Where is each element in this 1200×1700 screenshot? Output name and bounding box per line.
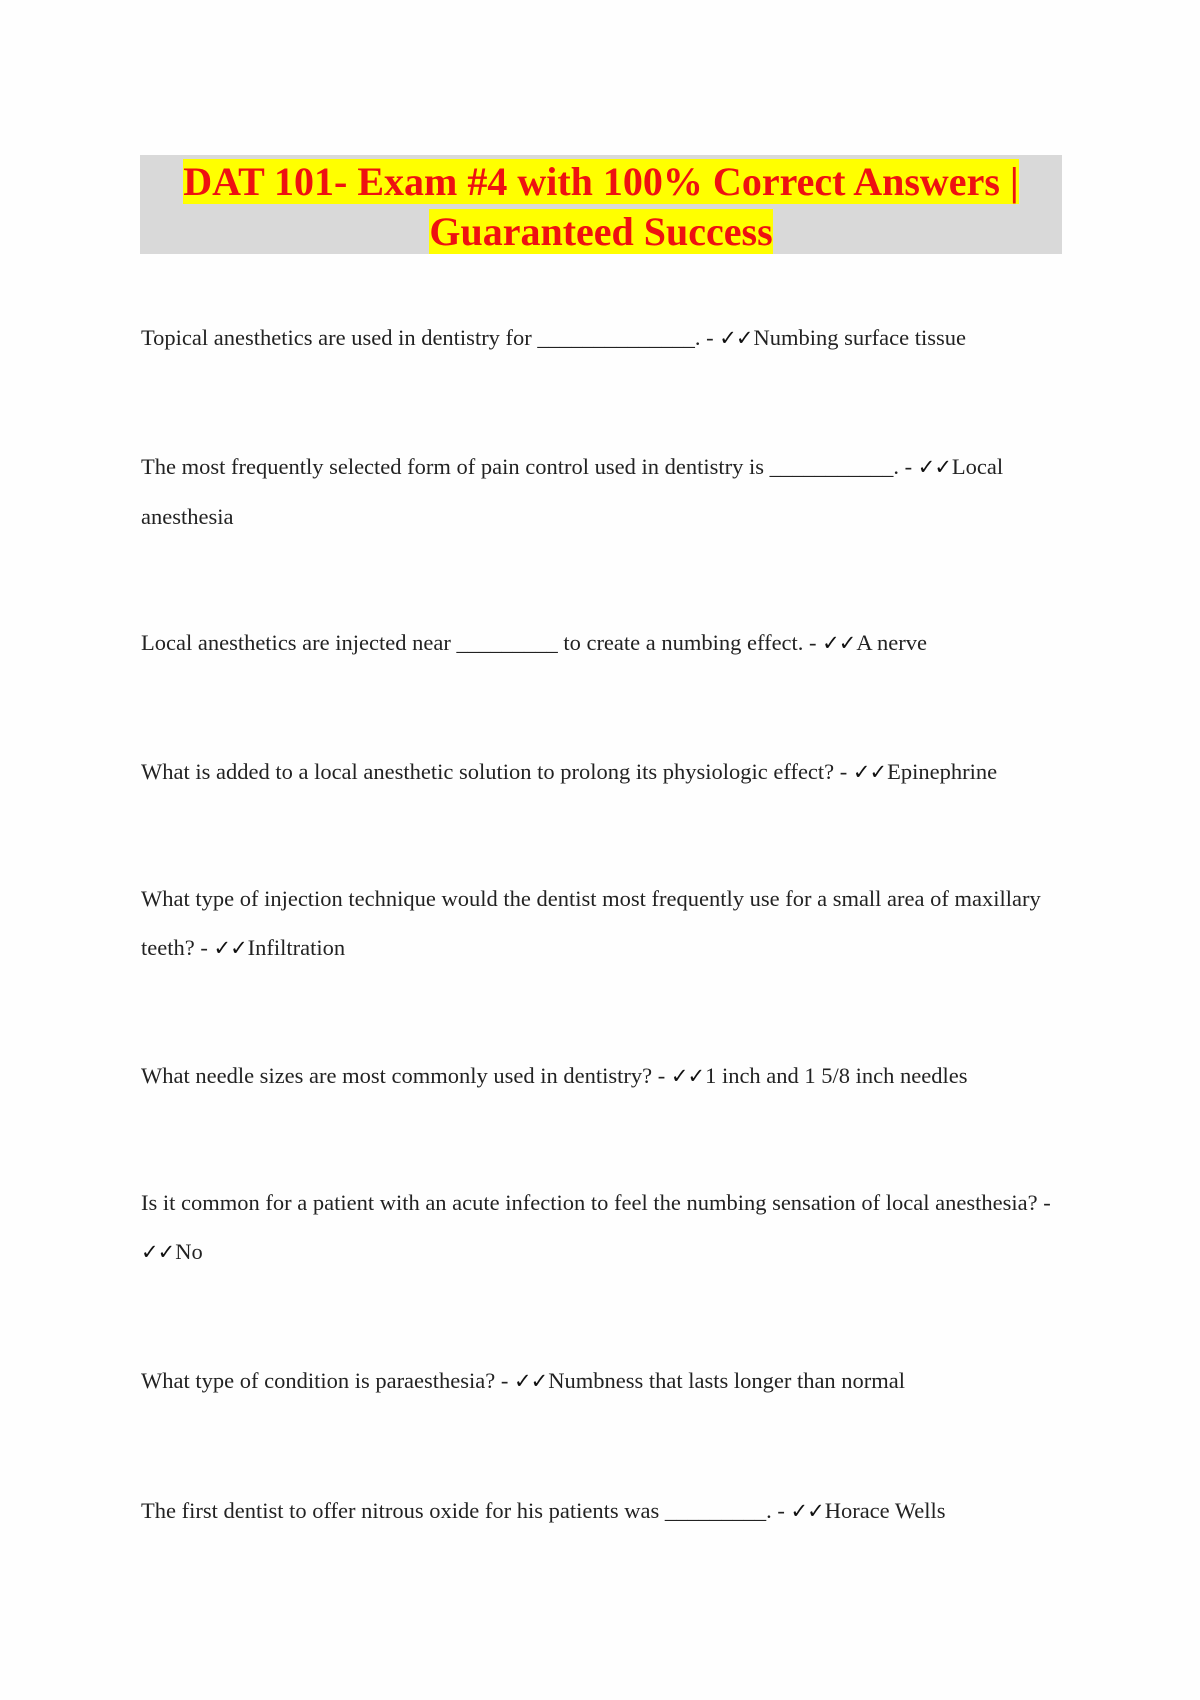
- separator: -: [771, 1498, 791, 1523]
- qa-item: [141, 313, 1071, 363]
- question-text: Is it common for a patient with an acute infection to feel the numbing sensation of local anesthesia?: [141, 1190, 1038, 1215]
- question-text: The most frequently selected form of pain control used in dentistry is ___________.: [141, 454, 899, 479]
- qa-item: [141, 618, 1071, 668]
- separator: -: [1037, 1190, 1051, 1215]
- separator: -: [834, 759, 853, 784]
- qa-item: [141, 1356, 1071, 1406]
- separator: -: [898, 454, 918, 479]
- document-title: DAT 101- Exam #4 with 100% Correct Answers | Guaranteed Success: [183, 159, 1019, 254]
- double-check-icon: ✓✓: [719, 326, 753, 350]
- separator: -: [803, 630, 823, 655]
- separator: -: [194, 935, 214, 960]
- double-check-icon: ✓✓: [670, 1064, 705, 1088]
- answer-text: Numbness that lasts longer than normal: [548, 1368, 906, 1393]
- question-text: What is added to a local anesthetic solution to prolong its physiologic effect?: [141, 759, 835, 784]
- question-text: The first dentist to offer nitrous oxide for his patients was _________.: [141, 1498, 772, 1523]
- answer-text: No: [175, 1239, 203, 1264]
- question-text: What type of injection technique would the dentist most frequently use for a small area of maxillary teeth?: [141, 886, 1041, 960]
- qa-item: [141, 874, 1071, 973]
- answer-text: Horace Wells: [824, 1498, 946, 1523]
- double-check-icon: ✓✓: [917, 455, 951, 479]
- separator: -: [495, 1368, 515, 1393]
- answer-text: Numbing surface tissue: [753, 325, 966, 350]
- separator: -: [700, 325, 720, 350]
- title-banner: [140, 155, 1062, 254]
- double-check-icon: ✓✓: [514, 1369, 548, 1393]
- answer-text: 1 inch and 1 5/8 inch needles: [705, 1063, 968, 1088]
- qa-item: [141, 442, 1071, 541]
- qa-item: [141, 1178, 1071, 1277]
- separator: -: [652, 1063, 671, 1088]
- question-text: Local anesthetics are injected near _________ to create a numbing effect.: [141, 630, 804, 655]
- double-check-icon: ✓✓: [141, 1240, 175, 1264]
- answer-text: A nerve: [856, 630, 927, 655]
- answer-text: Infiltration: [247, 935, 346, 960]
- double-check-icon: ✓✓: [213, 936, 247, 960]
- qa-item: [141, 1051, 1071, 1101]
- qa-item: [141, 1486, 1071, 1536]
- question-text: What needle sizes are most commonly used in dentistry?: [141, 1063, 653, 1088]
- answer-text: Local anesthesia: [141, 454, 1004, 529]
- qa-item: [141, 747, 1071, 797]
- question-text: Topical anesthetics are used in dentistry for ______________.: [141, 325, 701, 350]
- double-check-icon: ✓✓: [852, 760, 887, 784]
- question-text: What type of condition is paraesthesia?: [141, 1368, 496, 1393]
- double-check-icon: ✓✓: [790, 1499, 824, 1523]
- answer-text: Epinephrine: [887, 759, 998, 784]
- double-check-icon: ✓✓: [822, 631, 856, 655]
